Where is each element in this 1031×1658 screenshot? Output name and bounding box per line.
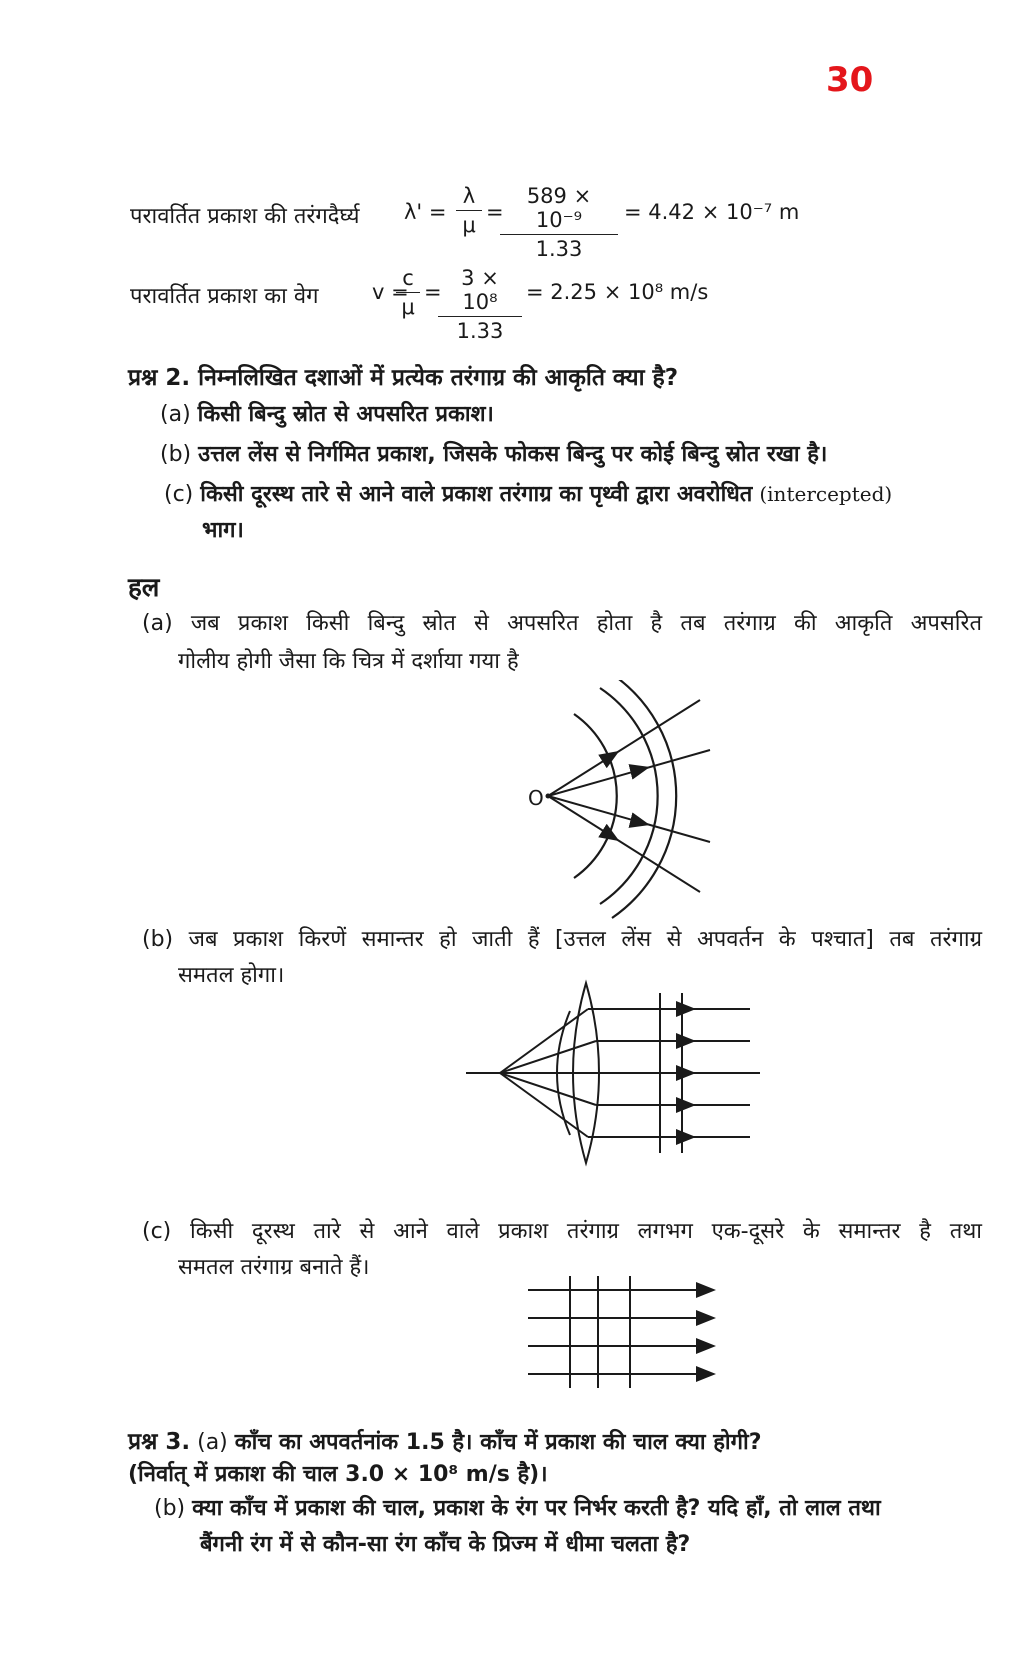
arrow-mark (638, 768, 646, 770)
solution-c-line2: समतल तरंगाग्र बनाते हैं। (178, 1255, 370, 1280)
question-2-part-c (164, 478, 892, 508)
figure-convex-lens (460, 975, 780, 1175)
mu-symbol: μ (462, 213, 476, 237)
mu-symbol-2: μ (401, 295, 415, 319)
ray-line (500, 1073, 596, 1105)
solution-heading: हल (128, 573, 160, 603)
solution-c-line1: (c) किसी दूरस्थ तारे से आने वाले प्रकाश तरंगाग्र लगभग एक-दूसरे के समान्तर है तथा (142, 1219, 982, 1244)
wavelength-fraction (500, 184, 618, 261)
c-symbol: c (396, 266, 420, 293)
part-text: उत्तल लेंस से निर्गमित प्रकाश, जिसके फोकस बिन्दु पर कोई बिन्दु स्रोत रखा है। (198, 442, 828, 467)
ray-line (548, 700, 700, 796)
wavelength-label: परावर्तित प्रकाश की तरंगदैर्घ्य (130, 204, 360, 229)
velocity-fraction (438, 266, 522, 343)
velocity-numerator: 3 × 10⁸ (438, 266, 522, 317)
lambda-symbol: λ (456, 184, 482, 211)
question-2-part-a (160, 398, 494, 428)
question-3-heading-line (128, 1424, 761, 1456)
question-3-a-text: काँच का अपवर्तनांक 1.5 है। काँच में प्रकाश की चाल क्या होगी? (234, 1430, 762, 1455)
solution-a-line1: (a) जब प्रकाश किसी बिन्दु स्रोत से अपसरित होता है तब तरंगाग्र की आकृति अपसरित (142, 611, 982, 636)
velocity-symbol: v = (372, 280, 409, 304)
question-3-b-text: क्या काँच में प्रकाश की चाल, प्रकाश के रंग पर निर्भर करती है? यदि हाँ, तो लाल तथा (192, 1496, 881, 1521)
part-label: (b) (154, 1496, 186, 1521)
equals-sign: = (486, 200, 504, 224)
figure-spherical-wavefront (520, 680, 720, 920)
part-label: (c) (164, 482, 194, 507)
wavelength-symbol: λ' = (404, 200, 447, 224)
wavelength-numerator: 589 × 10⁻⁹ (500, 184, 618, 235)
question-3-number: प्रश्न 3. (128, 1429, 191, 1455)
question-2-number: प्रश्न 2. (128, 365, 191, 391)
question-2-text: निम्नलिखित दशाओं में प्रत्येक तरंगाग्र की आकृति क्या है? (198, 365, 679, 391)
part-label: (a) (197, 1430, 228, 1455)
part-text: किसी दूरस्थ तारे से आने वाले प्रकाश तरंगाग्र का पृथ्वी द्वारा अवरोधित (200, 482, 753, 507)
ray-line (548, 750, 710, 796)
arrow-mark (638, 822, 646, 824)
question-2-part-b (160, 438, 827, 468)
wavefront-arc (612, 680, 676, 918)
solution-a-line2: गोलीय होगी जैसा कि चित्र में दर्शाया गया है (178, 649, 519, 674)
wavefront-arc (600, 688, 658, 904)
c-over-mu (396, 266, 420, 319)
equals-sign-2: = (424, 280, 442, 304)
question-2-heading-line (128, 360, 678, 392)
ray-line (548, 796, 700, 892)
wavelength-denominator: 1.33 (535, 237, 583, 261)
point-source (546, 794, 551, 799)
solution-b-line1: (b) जब प्रकाश किरणें समान्तर हो जाती हैं [उत्तल लेंस से अपवर्तन के पश्चात] तब तरंगाग्र (142, 927, 982, 952)
wavefront-arc (574, 714, 617, 878)
ray-line (548, 796, 710, 842)
wavelength-result: = 4.42 × 10⁻⁷ m (624, 200, 800, 224)
question-3-b-line2: बैंगनी रंग में से कौन-सा रंग काँच के प्रिज्म में धीमा चलता है? (200, 1532, 691, 1557)
ray-line (500, 1041, 596, 1073)
part-label: (a) (160, 402, 191, 427)
part-text: किसी बिन्दु स्रोत से अपसरित प्रकाश। (197, 402, 494, 427)
lambda-over-mu (456, 184, 482, 237)
question-3-part-b (154, 1492, 881, 1522)
velocity-denominator: 1.33 (456, 319, 504, 343)
question-3-a-line2: (निर्वात् में प्रकाश की चाल 3.0 × 10⁸ m/s है)। (128, 1462, 548, 1487)
velocity-label: परावर्तित प्रकाश का वेग (130, 284, 319, 309)
solution-b-line2: समतल होगा। (178, 963, 285, 988)
question-2-part-c-cont: भाग। (202, 518, 244, 543)
point-source-label: O (528, 786, 544, 810)
figure-plane-wavefront (520, 1270, 730, 1390)
english-term: (intercepted) (759, 482, 893, 506)
velocity-result: = 2.25 × 10⁸ m/s (526, 280, 709, 304)
page-number: 30 (826, 60, 874, 100)
part-label: (b) (160, 442, 192, 467)
